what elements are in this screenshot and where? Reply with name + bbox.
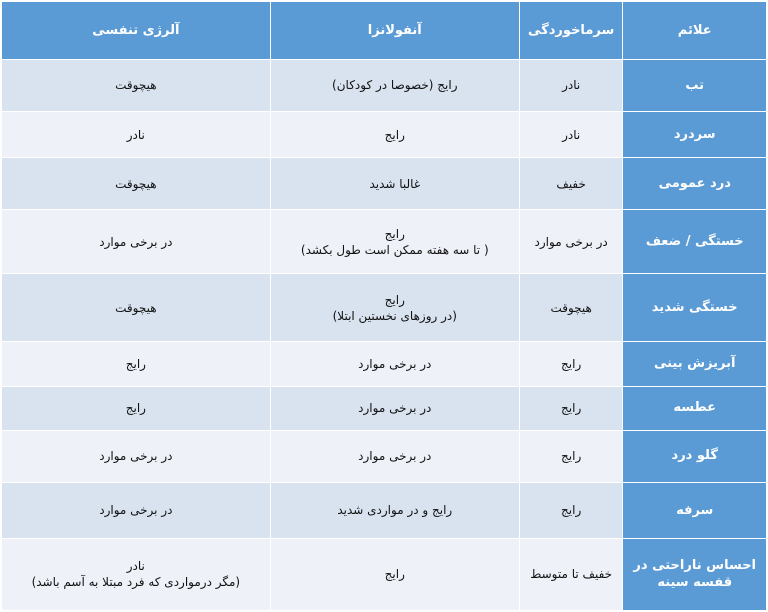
symptom-cell: تب xyxy=(623,60,767,112)
table-row xyxy=(2,342,767,386)
flu-cell-line: ( تا سه هفته ممکن است طول بکشد) xyxy=(300,242,489,257)
table-body xyxy=(2,60,767,611)
flu-cell-line: رایج xyxy=(384,226,405,241)
flu-cell xyxy=(270,210,519,274)
flu-cell-line: (در روزهای نخستین ابتلا) xyxy=(332,308,457,323)
table-row xyxy=(2,60,767,112)
flu-cell xyxy=(270,538,519,610)
flu-cell-line: غالبا شدید xyxy=(369,176,421,191)
symptom-cell: احساس ناراحتی در قفسه سینه xyxy=(623,538,767,610)
flu-cell-line: رایج و در مواردی شدید xyxy=(337,503,453,518)
flu-cell xyxy=(270,430,519,482)
symptom-cell: آبریزش بینی xyxy=(623,342,767,386)
flu-cell-line: رایج xyxy=(384,127,405,142)
flu-cell-line: رایج xyxy=(384,567,405,582)
symptom-cell: سرفه xyxy=(623,482,767,538)
table-row xyxy=(2,210,767,274)
cold-cell: رایج xyxy=(519,482,623,538)
flu-cell-line: رایج xyxy=(384,292,405,307)
symptom-comparison-table xyxy=(1,1,767,611)
allergy-cell-line: رایج xyxy=(125,356,146,371)
flu-cell-line: رایج (خصوصا در کودکان) xyxy=(332,78,458,93)
allergy-cell-line: در برخی موارد xyxy=(99,503,173,518)
flu-cell-line: در برخی موارد xyxy=(358,401,432,415)
flu-cell xyxy=(270,60,519,112)
header-row xyxy=(2,2,767,60)
symptom-cell: گلو درد xyxy=(623,430,767,482)
cold-cell: نادر xyxy=(519,112,623,158)
allergy-cell xyxy=(2,210,271,274)
flu-cell xyxy=(270,274,519,342)
cold-cell: هیچوقت xyxy=(519,274,623,342)
allergy-cell xyxy=(2,274,271,342)
cold-cell: خفیف تا متوسط xyxy=(519,538,623,610)
allergy-cell-line: رایج xyxy=(125,401,146,415)
table-row xyxy=(2,538,767,610)
header-cold: سرماخوردگی xyxy=(519,2,623,60)
allergy-cell xyxy=(2,538,271,610)
allergy-cell-line: هیچوقت xyxy=(115,176,157,191)
header-allergy: آلرژی تنفسی xyxy=(2,2,271,60)
allergy-cell xyxy=(2,342,271,386)
cold-cell: رایج xyxy=(519,386,623,430)
allergy-cell-line: در برخی موارد xyxy=(99,449,173,464)
allergy-cell xyxy=(2,386,271,430)
allergy-cell-line: نادر xyxy=(126,559,145,574)
allergy-cell xyxy=(2,112,271,158)
symptom-cell: خستگی / ضعف xyxy=(623,210,767,274)
cold-cell: رایج xyxy=(519,430,623,482)
allergy-cell-line: (مگر درمواردی که فرد مبتلا به آسم باشد) xyxy=(31,575,241,590)
allergy-cell-line: نادر xyxy=(126,127,145,142)
symptom-cell: سردرد xyxy=(623,112,767,158)
allergy-cell xyxy=(2,158,271,210)
table-row xyxy=(2,112,767,158)
cold-cell: رایج xyxy=(519,342,623,386)
flu-cell-line: در برخی موارد xyxy=(358,356,432,371)
allergy-cell xyxy=(2,430,271,482)
header-symptom: علائم xyxy=(623,2,767,60)
header-flu: آنفولانزا xyxy=(270,2,519,60)
cold-cell: در برخی موارد xyxy=(519,210,623,274)
symptom-cell: خستگی شدید xyxy=(623,274,767,342)
flu-cell xyxy=(270,482,519,538)
table-row xyxy=(2,482,767,538)
allergy-cell xyxy=(2,60,271,112)
flu-cell xyxy=(270,112,519,158)
allergy-cell-line: هیچوقت xyxy=(115,78,157,93)
symptom-cell: عطسه xyxy=(623,386,767,430)
allergy-cell-line: هیچوقت xyxy=(115,300,157,315)
cold-cell: خفیف xyxy=(519,158,623,210)
cold-cell: نادر xyxy=(519,60,623,112)
symptom-cell: درد عمومی xyxy=(623,158,767,210)
table-row xyxy=(2,386,767,430)
table-row xyxy=(2,274,767,342)
table-row xyxy=(2,430,767,482)
flu-cell xyxy=(270,158,519,210)
flu-cell-line: در برخی موارد xyxy=(358,449,432,464)
flu-cell xyxy=(270,342,519,386)
flu-cell xyxy=(270,386,519,430)
allergy-cell xyxy=(2,482,271,538)
allergy-cell-line: در برخی موارد xyxy=(99,234,173,249)
table-row xyxy=(2,158,767,210)
